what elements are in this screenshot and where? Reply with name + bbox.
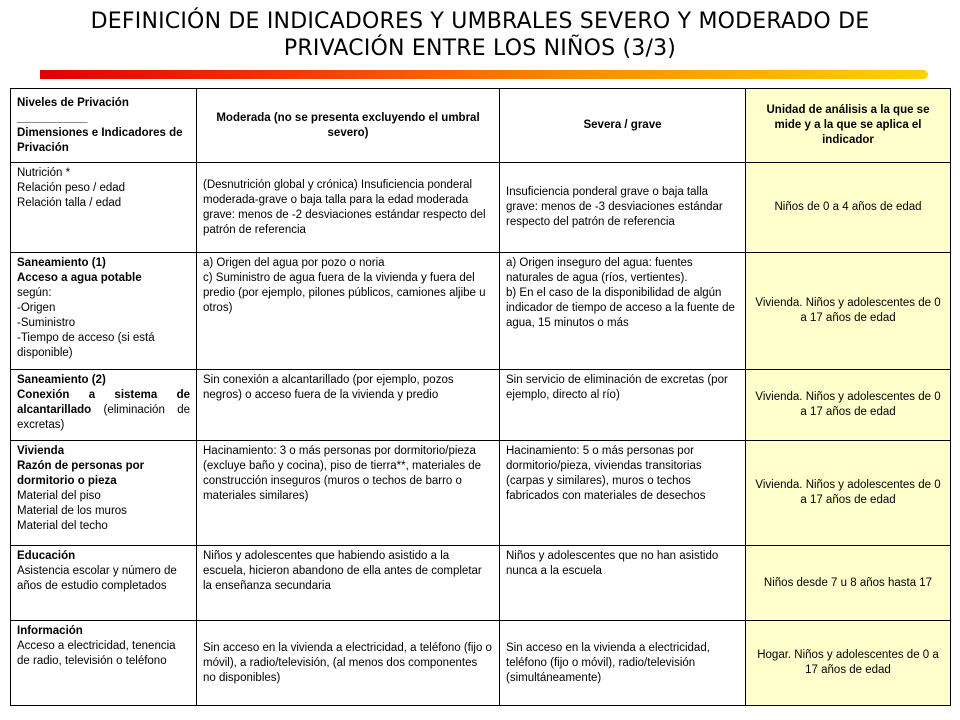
header-moderada: Moderada (no se presenta excluyendo el umbral severo) <box>197 89 500 163</box>
moderada-cell: Sin conexión a alcantarillado (por ejemplo, pozos negros) o acceso fuera de la vivienda y predio <box>197 370 500 441</box>
dimension-cell: Vivienda Razón de personas por dormitorio o pieza Material del piso Material de los muros Material del techo <box>11 441 197 546</box>
title-gradient-bar <box>40 70 928 79</box>
table-row <box>11 163 951 253</box>
moderada-cell: a) Origen del agua por pozo o noria c) Suministro de agua fuera de la vivienda y fuera del predio (por ejemplo, pilones públicos, camiones aljibe u otros) <box>197 253 500 370</box>
severa-cell: Insuficiencia ponderal grave o baja talla grave: menos de -3 desviaciones estándar respecto del patrón de referencia <box>500 163 746 253</box>
title-line-1: DEFINICIÓN DE INDICADORES Y UMBRALES SEVERO Y MODERADO DE <box>90 9 870 34</box>
unidad-cell: Vivienda. Niños y adolescentes de 0 a 17 años de edad <box>746 253 951 370</box>
table-row <box>11 253 951 370</box>
dimension-cell: Saneamiento (2) Conexión a sistema de alcantarillado (eliminación de excretas) <box>11 370 197 441</box>
header-row <box>11 89 951 163</box>
table-row <box>11 546 951 621</box>
dimension-cell: Nutrición * Relación peso / edad Relación talla / edad <box>11 163 197 253</box>
moderada-cell: Hacinamiento: 3 o más personas por dormitorio/pieza (excluye baño y cocina), piso de tierra**, materiales de construcción inseguros (muros o techos de barro o materiales similares) <box>197 441 500 546</box>
table-row <box>11 370 951 441</box>
table-row <box>11 441 951 546</box>
header-unidad: Unidad de análisis a la que se mide y a la que se aplica el indicador <box>746 89 951 163</box>
severa-cell: a) Origen inseguro del agua: fuentes naturales de agua (ríos, vertientes). b) En el caso de la disponibilidad de algún indicador de tiempo de acceso a la fuente de agua, 15 minutos o más <box>500 253 746 370</box>
header-severa: Severa / grave <box>500 89 746 163</box>
moderada-cell: Sin acceso en la vivienda a electricidad, a teléfono (fijo o móvil), a radio/televisión, (al menos dos componentes no disponibles) <box>197 621 500 706</box>
unidad-cell: Niños de 0 a 4 años de edad <box>746 163 951 253</box>
severa-cell: Sin acceso en la vivienda a electricidad, teléfono (fijo o móvil), radio/televisión (simultáneamente) <box>500 621 746 706</box>
severa-cell: Niños y adolescentes que no han asistido nunca a la escuela <box>500 546 746 621</box>
page-title <box>40 8 920 62</box>
unidad-cell: Hogar. Niños y adolescentes de 0 a 17 años de edad <box>746 621 951 706</box>
dimension-cell: Saneamiento (1) Acceso a agua potable según: -Origen -Suministro -Tiempo de acceso (si está disponible) <box>11 253 197 370</box>
dimension-cell: Información Acceso a electricidad, tenencia de radio, televisión o teléfono <box>11 621 197 706</box>
indicators-table <box>10 88 951 706</box>
unidad-cell: Vivienda. Niños y adolescentes de 0 a 17 años de edad <box>746 441 951 546</box>
unidad-cell: Vivienda. Niños y adolescentes de 0 a 17 años de edad <box>746 370 951 441</box>
table-row <box>11 621 951 706</box>
title-line-2: PRIVACIÓN ENTRE LOS NIÑOS (3/3) <box>283 36 677 61</box>
header-dimensions: Niveles de Privación ___________ Dimensiones e Indicadores de Privación <box>11 89 197 163</box>
moderada-cell: Niños y adolescentes que habiendo asistido a la escuela, hicieron abandono de ella antes de completar la enseñanza secundaria <box>197 546 500 621</box>
severa-cell: Sin servicio de eliminación de excretas (por ejemplo, directo al río) <box>500 370 746 441</box>
moderada-cell: (Desnutrición global y crónica) Insuficiencia ponderal moderada-grave o baja talla para la edad moderada grave: menos de -2 desviaciones estándar respecto del patrón de referencia <box>197 163 500 253</box>
dimension-cell: Educación Asistencia escolar y número de años de estudio completados <box>11 546 197 621</box>
indicators-table-wrapper <box>10 88 950 706</box>
unidad-cell: Niños desde 7 u 8 años hasta 17 <box>746 546 951 621</box>
severa-cell: Hacinamiento: 5 o más personas por dormitorio/pieza, viviendas transitorias (carpas y similares), muros o techos fabricados con materiales de desechos <box>500 441 746 546</box>
